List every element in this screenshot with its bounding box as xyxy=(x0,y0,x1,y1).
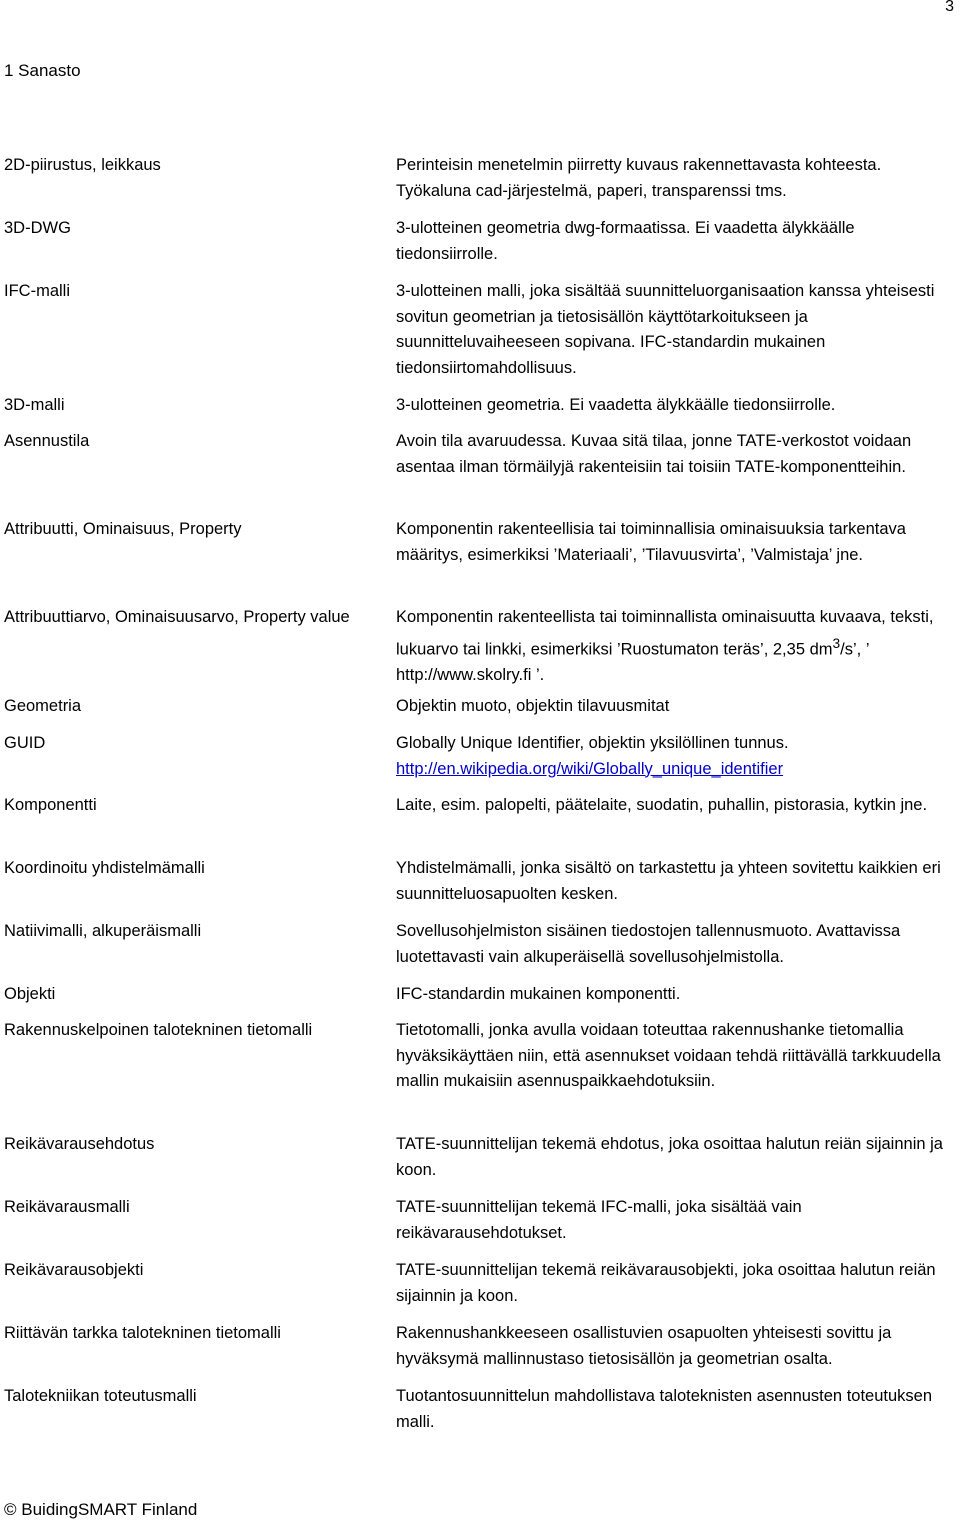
term: Reikävarausobjekti xyxy=(4,1261,144,1279)
definition: Laite, esim. palopelti, päätelaite, suodatin, puhallin, pistorasia, kytkin jne. xyxy=(396,796,928,814)
definition: IFC-standardin mukainen komponentti. xyxy=(396,985,681,1003)
definition: TATE-suunnittelijan tekemä IFC-malli, joka sisältää vain reikävarausehdotukset. xyxy=(396,1198,802,1242)
definition: Rakennushankkeeseen osallistuvien osapuolten yhteisesti sovittu ja hyväksymä mallinnustaso tietosisällön ja geometrian osalta. xyxy=(396,1324,892,1368)
term: Attribuutti, Ominaisuus, Property xyxy=(4,520,242,538)
definition: Tuotantosuunnittelun mahdollistava taloteknisten asennusten toteutuksen malli. xyxy=(396,1387,933,1431)
definition-text: Globally Unique Identifier, objektin yksilöllinen tunnus. xyxy=(396,734,789,752)
definition: 3-ulotteinen geometria dwg-formaatissa. Ei vaadetta älykkäälle tiedonsiirrolle. xyxy=(396,219,855,263)
term: Reikävarausehdotus xyxy=(4,1135,155,1153)
term: Koordinoitu yhdistelmämalli xyxy=(4,859,205,877)
definition: 3-ulotteinen geometria. Ei vaadetta älykkäälle tiedonsiirrolle. xyxy=(396,396,836,414)
term: Komponentti xyxy=(4,796,97,814)
guid-link[interactable]: http://en.wikipedia.org/wiki/Globally_unique_identifier xyxy=(396,759,784,778)
definition: Komponentin rakenteellisia tai toiminnallisia ominaisuuksia tarkentava määritys, esimerkiksi ’Materiaali’, ’Tilavuusvirta’, ’Valmistaja’ jne. xyxy=(396,520,906,564)
definition: Perinteisin menetelmin piirretty kuvaus rakennettavasta kohteesta. Työkaluna cad-järjestelmä, paperi, transparenssi tms. xyxy=(396,156,882,200)
term: IFC-malli xyxy=(4,282,70,300)
definition: 3-ulotteinen malli, joka sisältää suunnitteluorganisaation kanssa yhteisesti sovitun geometrian ja tietosisällön käyttötarkoitukseen ja suunnitteluvaiheeseen sopivana. IFC-standardin mukainen tiedonsiirtomahdollisuus. xyxy=(396,282,935,377)
term: Objekti xyxy=(4,985,56,1003)
section-heading: 1 Sanasto xyxy=(4,61,81,80)
definition xyxy=(396,731,956,782)
term: Asennustila xyxy=(4,432,90,450)
term: Attribuuttiarvo, Ominaisuusarvo, Property value xyxy=(4,608,350,626)
definition: TATE-suunnittelijan tekemä reikävarausobjekti, joka osoittaa halutun reiän sijainnin ja koon. xyxy=(396,1261,936,1305)
definition xyxy=(396,605,956,688)
definition: Yhdistelmämalli, jonka sisältö on tarkastettu ja yhteen sovitettu kaikkien eri suunnitteluosapuolten kesken. xyxy=(396,859,941,903)
term: Riittävän tarkka talotekninen tietomalli xyxy=(4,1324,281,1342)
term: Reikävarausmalli xyxy=(4,1198,130,1216)
term: Talotekniikan toteutusmalli xyxy=(4,1387,197,1405)
term: GUID xyxy=(4,734,46,752)
page-number: 3 xyxy=(945,0,954,15)
footer-copyright: © BuidingSMART Finland xyxy=(4,1500,198,1519)
term: Rakennuskelpoinen talotekninen tietomalli xyxy=(4,1021,313,1039)
definition: TATE-suunnittelijan tekemä ehdotus, joka osoittaa halutun reiän sijainnin ja koon. xyxy=(396,1135,943,1179)
definition-text: /s’, ’ http://www.skolry.fi ’. xyxy=(396,640,869,684)
definition: Objektin muoto, objektin tilavuusmitat xyxy=(396,697,670,715)
definition: Tietotomalli, jonka avulla voidaan toteuttaa rakennushanke tietomallia hyväksikäyttäen niin, että asennukset voidaan tehdä riittävällä tarkkuudella mallin mukaisiin asennuspaikkaehdotuksiin. xyxy=(396,1021,941,1090)
term: 3D-DWG xyxy=(4,219,71,237)
term: Geometria xyxy=(4,697,82,715)
definition-text: Komponentin rakenteellista tai toiminnallista ominaisuutta kuvaava, teksti, lukuarvo tai linkki, esimerkiksi ’Ruostumaton teräs’, 2,35 dm xyxy=(396,608,934,658)
definition: Sovellusohjelmiston sisäinen tiedostojen tallennusmuoto. Avattavissa luotettavasti vain alkuperäisellä sovellusohjelmistolla. xyxy=(396,922,901,966)
term: Natiivimalli, alkuperäismalli xyxy=(4,922,202,940)
definition: Avoin tila avaruudessa. Kuvaa sitä tilaa, jonne TATE-verkostot voidaan asentaa ilman törmäilyjä rakenteisiin tai toisiin TATE-komponentteihin. xyxy=(396,432,912,476)
term: 3D-malli xyxy=(4,396,65,414)
term: 2D-piirustus, leikkaus xyxy=(4,156,161,174)
superscript: 3 xyxy=(832,635,841,651)
